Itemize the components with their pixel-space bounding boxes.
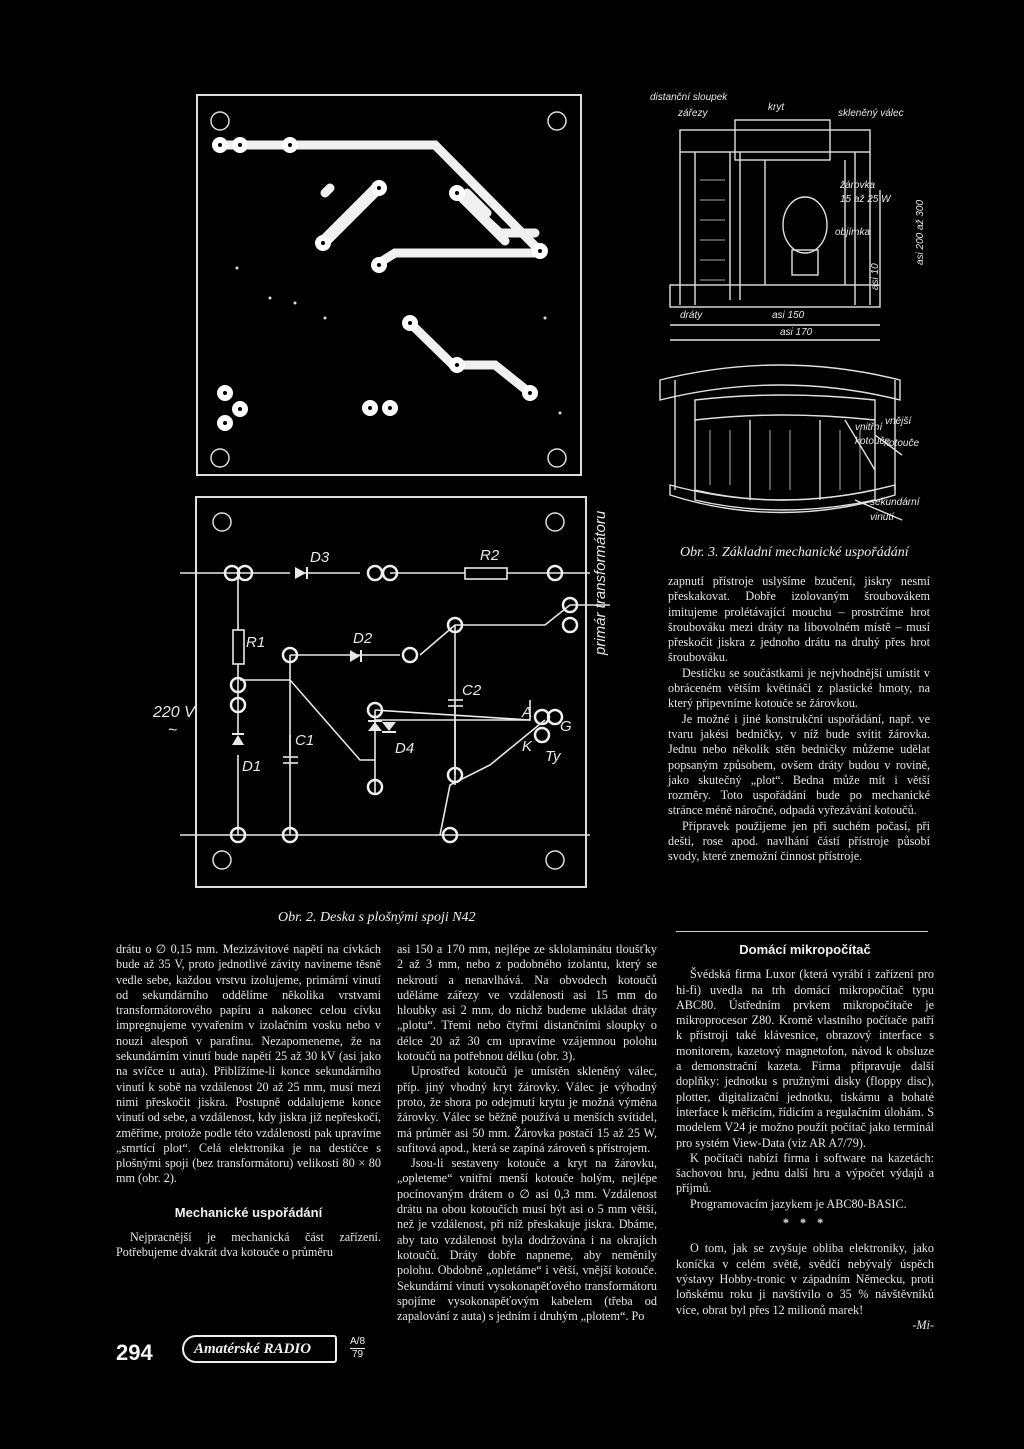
right-top-text xyxy=(668,574,930,865)
paragraph: O tom, jak se zvyšuje obliba elektroniky, jako koníčka v celém světě, svědčí nebývalý úspěch výstavy Hobby-tronic v západním Německu, proti loňskému roku ji navštívilo o 35 % návštěvníků více, obrat byl přes 12 milionů marek! xyxy=(676,1241,934,1317)
label-wires: dráty xyxy=(680,310,703,321)
paragraph: Nejpracnější je mechanická část zařízení. Potřebujeme dvakrát dva kotouče o průměru xyxy=(116,1230,381,1260)
label-height: asi 200 až 300 xyxy=(915,199,926,265)
paragraph: drátu o ∅ 0,15 mm. Mezizávitové napětí na cívkách bude až 35 V, proto jednotlivé závity navineme těsně vedle sebe, každou vrstvu izolujeme, primární vinutí od sekundárního oddělíme několika vrstvami transformátorového papíru a nakonec celou cívku impregnujeme vyvařením v izolačním vosku nebo v nouzi alespoň v parafinu. Nezapomeneme, že na sekundárním vinutí bude napětí 25 až 30 kV (asi jako na svíčce u auta). Přiblížíme-li konce sekundárního vinutí k sobě na vzdálenost 20 až 25 mm, musí mezi nimi přeskočit jiskra. Postupně oddalujeme konce vinutí od sebe, a vzdálenost, kdy jiskra již nepřeskočí, změříme, protože podle této vzdálenosti pak upravíme „smrtící plot“. Celá elektronika je na destičce s plošnými spoji (bez transformátoru) velikosti 80 × 80 mm (obr. 2). xyxy=(116,942,381,1186)
author-signature: -Mi- xyxy=(912,1317,934,1332)
label-d4: D4 xyxy=(395,740,415,757)
label-bulb-power: 15 až 25 W xyxy=(840,194,891,205)
mechanical-drawing xyxy=(640,90,940,540)
issue-number xyxy=(350,1336,365,1361)
column-2 xyxy=(397,942,657,1324)
label-mains-tilde: ~ xyxy=(168,722,178,739)
label-d3: D3 xyxy=(310,549,330,566)
label-glass: skleněný válec xyxy=(838,108,904,119)
label-primary-transformer: primár transformátoru xyxy=(592,510,609,655)
label-d1: D1 xyxy=(242,758,262,775)
separator-stars: * * * xyxy=(782,1216,828,1231)
pcb-layout-drawing xyxy=(195,93,585,478)
label-bulb: žárovka xyxy=(840,180,876,191)
label-outer: vnější xyxy=(885,416,912,427)
label-dim10: asi 10 xyxy=(870,263,881,290)
label-notches: zářezy xyxy=(678,108,708,119)
paragraph: K počítači nabízí firma i software na kazetách: šachovou hru, jednu další hru a výpočet výdajů a příjmů. xyxy=(676,1150,934,1196)
label-r2: R2 xyxy=(480,547,500,564)
magazine-logo xyxy=(182,1335,337,1363)
paragraph: Programovacím jazykem je ABC80-BASIC. xyxy=(690,1196,907,1211)
label-secondary2: vinutí xyxy=(870,512,894,523)
label-r1: R1 xyxy=(246,634,266,651)
circuit-schematic xyxy=(150,495,635,890)
paragraph: Destičku se součástkami je nejvhodnější umístit v obráceném větším květináči z plastické hmoty, na který připevníme kotouče se žárovkou. xyxy=(668,665,930,711)
label-cover: kryt xyxy=(768,102,785,113)
label-outer2: kotouče xyxy=(884,438,920,449)
paragraph: Švédská firma Luxor (která vyrábí i zařízení pro hi-fi) uvedla na trh domácí mikropočítač typu ABC80. Ústředním prvkem mikropočítače je mikroprocesor Z80. Kromě vlastního počítače patří k přístroji také klávesnice, obrazový interface s monitorem, kazetový magnetofon, návod k obsluze a demonstrační kazeta. Firma připravuje další doplňky: jednotku s pružnými disky (floppy disc), plotter, digitalizační jednotku, tiskárnu a bohaté interface k měřicím, řídicím a regulačním úlohám. S modelem V24 je možno použít počítač jako terminál pro systém View-Data (viz AR A7/79). xyxy=(676,967,934,1150)
column-1 xyxy=(116,942,381,1261)
paragraph: Je možné i jiné konstrukční uspořádání, např. ve tvaru jakési bedničky, v níž bude svítit žárovka. Jednu nebo několik stěn bedničky můžeme udělat popsaným způsobem, ovšem dráty budou v rovině, jako skutečný „plot“. Bedna může mít i větší rozměry. Toto uspořádání bude po mechanické stránce méně náročné, odpadá vyřezávání kotoučů. xyxy=(668,711,930,818)
label-inner2: kotouče xyxy=(855,436,891,447)
issue-label: A/8 xyxy=(350,1336,366,1347)
label-socket: objímka xyxy=(835,227,871,238)
label-c2: C2 xyxy=(462,682,482,699)
label-g: G xyxy=(560,718,572,735)
label-dim170: asi 170 xyxy=(780,327,813,338)
paragraph: Uprostřed kotoučů je umístěn skleněný válec, příp. jiný vhodný kryt žárovky. Válec je výhodný proto, že shora po odejmutí krytu je možná výměna žárovky. Válec se běžně používá u menších svítidel, má průměr asi 50 mm. Žárovka postačí 15 až 25 W, sufitová apod., která se zapíná zároveň s přístrojem. xyxy=(397,1064,657,1155)
paragraph: zapnutí přístroje uslyšíme bzučení, jiskry nesmí přeskakovat. Dobře izolovaným šroubovákem imitujeme prolétávající mouchu – prostrčíme hrot šroubováku mezi dráty na libovolném místě – musí přeskočit jiskra z jednoho drátu na druhý přes hrot šroubováku. xyxy=(668,574,930,665)
label-c1: C1 xyxy=(295,732,315,749)
paragraph: Přípravek použijeme jen při suchém počasí, při dešti, rose apod. navlhání částí přístroje působí svody, které znemožní činnost přístroje. xyxy=(668,818,930,864)
logo-text: Amatérské RADIO xyxy=(194,1340,312,1357)
heading-microcomputer: Domácí mikropočítač xyxy=(739,942,871,957)
paragraph: Jsou-li sestaveny kotouče a kryt na žárovku, „opleteme“ vnitřní menší kotouče holým, nejlépe pocínovaným drátem o ∅ asi 0,3 mm. Vzdálenost drátu na obou kotoučích musí být asi o 5 mm větší, než je vzdálenost, při níž přeskakuje jiskra. Dbáme, aby tato vzdálenost byla dodržována i na okrajích kotoučů. Dráty dobře napneme, aby neměnily polohu. Obdobně „opletáme“ i větší, vnější kotouče. Sekundární vinutí vysokonapěťového transformátoru spojíme vysokonapěťovým kabelem (třeba od zapalování z auta) s jedním i druhým „plotem“. Po xyxy=(397,1156,657,1324)
page-number: 294 xyxy=(116,1340,153,1365)
fig3-caption: Obr. 3. Základní mechanické uspořádání xyxy=(680,545,909,560)
label-ty: Ty xyxy=(545,748,561,765)
heading-mechanical: Mechanické uspořádání xyxy=(174,1204,323,1220)
label-inner: vnitřní xyxy=(855,422,883,433)
paragraph: asi 150 a 170 mm, nejlépe ze sklolaminátu tloušťky 2 až 3 mm, nebo z podobného izolantu, který se nekroutí a nenavlhává. Na obvodech kotoučů uděláme zářezy ve vzdálenosti asi 15 mm do hloubky asi 2 mm, do nichž budeme ukládat dráty „plotu“. Třemi nebo čtyřmi distančními sloupky o délce 20 až 30 cm upravíme vzájemnou polohu kotoučů na potřebnou délku (obr. 3). xyxy=(397,942,657,1064)
label-dim150: asi 150 xyxy=(772,310,805,321)
label-a: A xyxy=(522,704,533,721)
fig2-caption: Obr. 2. Deska s plošnými spoji N42 xyxy=(278,910,476,925)
section-divider xyxy=(676,931,928,932)
label-k: K xyxy=(522,738,533,755)
issue-year: 79 xyxy=(351,1349,364,1360)
label-mains: 220 V xyxy=(153,704,195,721)
label-spacer: distanční sloupek xyxy=(650,92,728,103)
label-d2: D2 xyxy=(353,630,373,647)
label-secondary: sekundární xyxy=(870,497,920,508)
column-3 xyxy=(676,942,934,1333)
